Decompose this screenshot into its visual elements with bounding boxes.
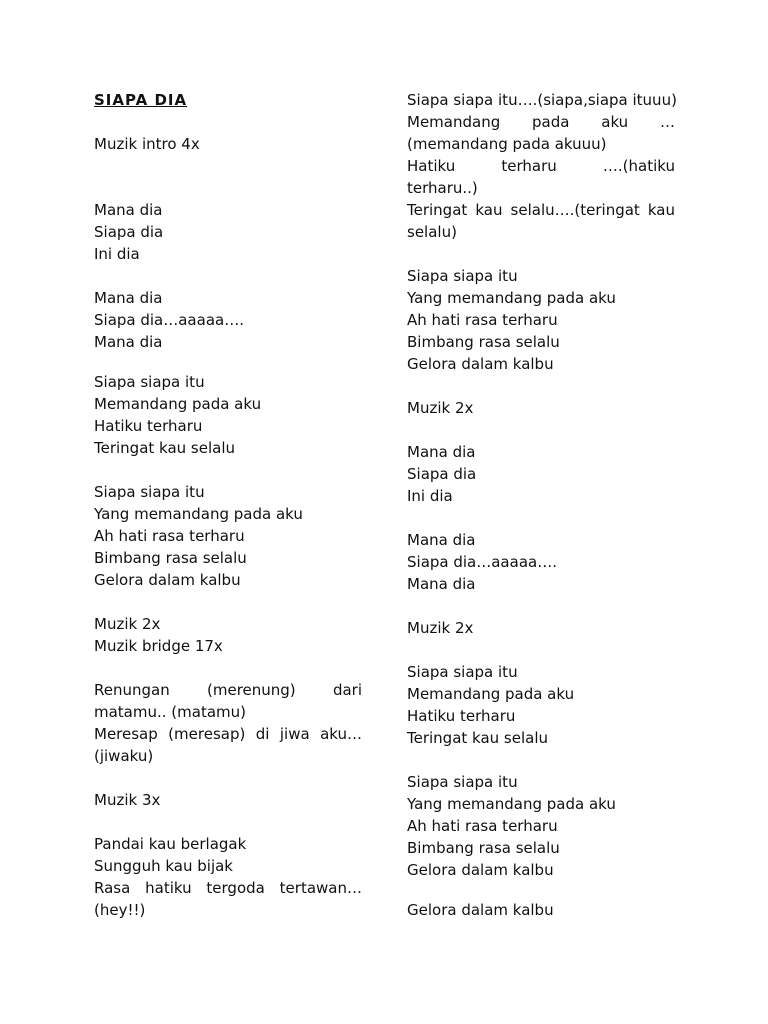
lyric-line: Siapa siapa itu	[407, 267, 518, 285]
lyric-line: Teringat kau selalu	[94, 439, 236, 457]
lyric-line: Mana dia	[94, 333, 163, 351]
lyric-line: Gelora dalam kalbu	[407, 901, 554, 919]
lyric-line: Hatiku terharu	[407, 707, 516, 725]
lyric-line: Mana dia	[94, 289, 163, 307]
music-cue: Muzik 3x	[94, 791, 161, 809]
lyric-line: Siapa dia…aaaaa….	[94, 311, 244, 329]
lyric-line: Siapa siapa itu	[407, 773, 518, 791]
lyric-line: Siapa dia	[94, 223, 164, 241]
music-cue: Muzik 2x	[407, 619, 474, 637]
lyric-line: Mana dia	[407, 575, 476, 593]
lyric-line: terharu..)	[407, 179, 478, 197]
lyric-line: Memandang pada aku …	[407, 113, 675, 131]
lyric-line: Bimbang rasa selalu	[407, 333, 560, 351]
lyric-line: Ah hati rasa terharu	[407, 311, 558, 329]
lyric-line: Teringat kau selalu….(teringat kau	[407, 201, 675, 219]
lyric-line: Hatiku terharu ….(hatiku	[407, 157, 675, 175]
lyric-line: Memandang pada aku	[94, 395, 262, 413]
lyric-line: Siapa dia…aaaaa….	[407, 553, 557, 571]
lyric-line: Sungguh kau bijak	[94, 857, 233, 875]
lyric-line: Mana dia	[94, 201, 163, 219]
lyric-line: Bimbang rasa selalu	[407, 839, 560, 857]
lyric-line: Gelora dalam kalbu	[94, 571, 241, 589]
lyric-line: Hatiku terharu	[94, 417, 203, 435]
lyric-line: Siapa siapa itu….(siapa,siapa ituuu)	[407, 91, 677, 109]
lyric-line: selalu)	[407, 223, 457, 241]
lyric-line: Memandang pada aku	[407, 685, 575, 703]
lyric-line: Bimbang rasa selalu	[94, 549, 247, 567]
lyric-line: Siapa siapa itu	[407, 663, 518, 681]
music-cue: Muzik 2x	[407, 399, 474, 417]
lyric-line: Pandai kau berlagak	[94, 835, 247, 853]
left-column	[94, 89, 362, 921]
lyric-line: Rasa hatiku tergoda tertawan…	[94, 879, 362, 897]
lyric-line: Gelora dalam kalbu	[407, 861, 554, 879]
lyric-line: Yang memandang pada aku	[94, 505, 303, 523]
lyric-line: Gelora dalam kalbu	[407, 355, 554, 373]
lyric-line: Ini dia	[94, 245, 140, 263]
lyric-line: Mana dia	[407, 443, 476, 461]
lyric-line: (memandang pada akuuu)	[407, 135, 607, 153]
song-title: SIAPA DIA	[94, 91, 188, 109]
music-cue: Muzik bridge 17x	[94, 637, 223, 655]
lyric-line: Siapa siapa itu	[94, 483, 205, 501]
lyric-line: Ah hati rasa terharu	[407, 817, 558, 835]
lyric-line: Yang memandang pada aku	[407, 289, 616, 307]
music-cue: Muzik 2x	[94, 615, 161, 633]
lyric-line: Siapa dia	[407, 465, 477, 483]
lyric-line: Renungan (merenung) dari	[94, 681, 362, 699]
lyric-line: Ini dia	[407, 487, 453, 505]
lyric-line: (jiwaku)	[94, 747, 154, 765]
lyric-line: Meresap (meresap) di jiwa aku…	[94, 725, 362, 743]
lyric-line: Mana dia	[407, 531, 476, 549]
lyric-line: Siapa siapa itu	[94, 373, 205, 391]
lyric-line: (hey!!)	[94, 901, 146, 919]
lyric-line: matamu.. (matamu)	[94, 703, 246, 721]
right-column	[407, 89, 675, 921]
intro-line: Muzik intro 4x	[94, 135, 200, 153]
lyric-line: Teringat kau selalu	[407, 729, 549, 747]
lyric-line: Ah hati rasa terharu	[94, 527, 245, 545]
lyric-line: Yang memandang pada aku	[407, 795, 616, 813]
